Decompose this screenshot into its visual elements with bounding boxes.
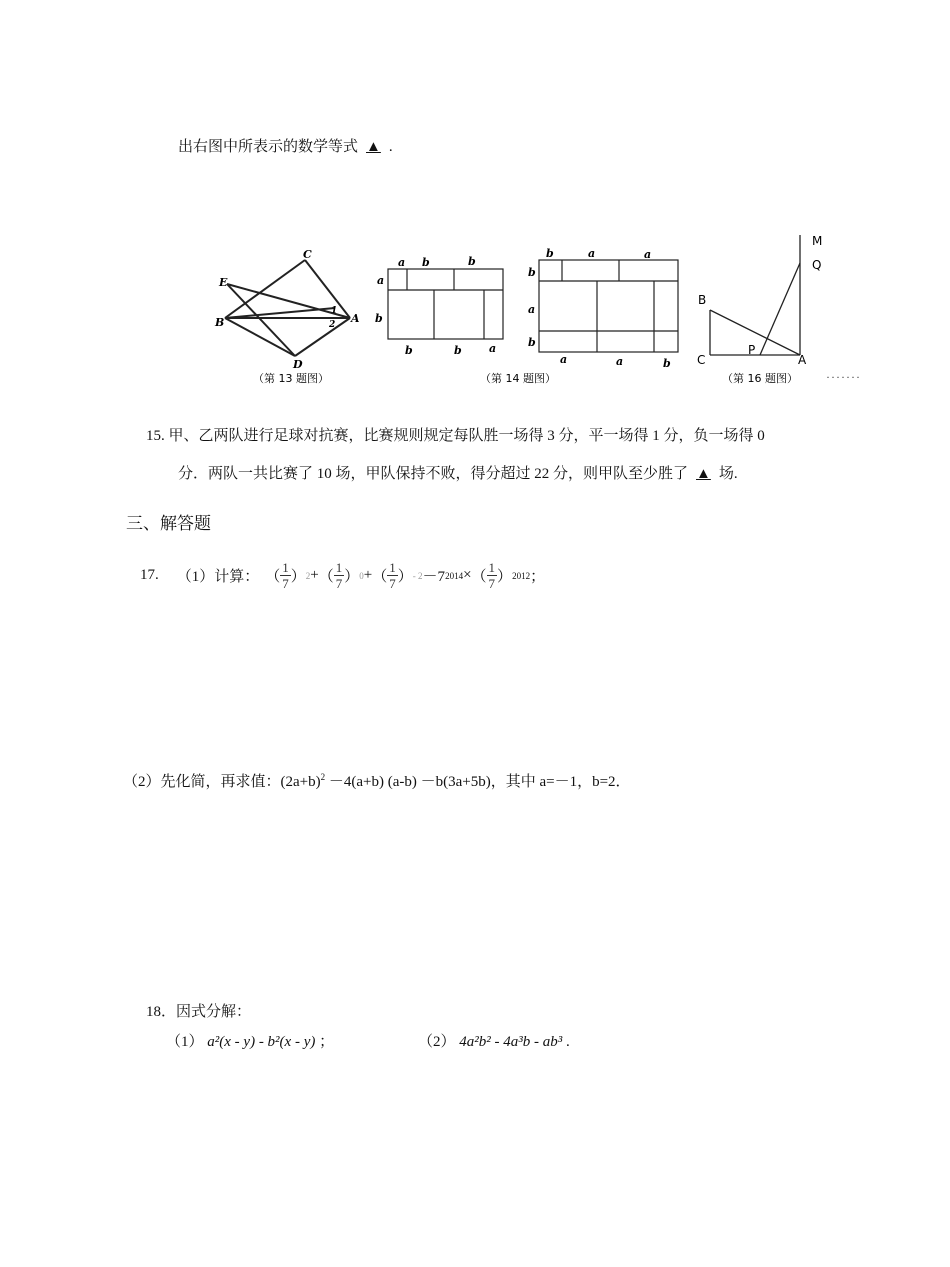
fig14b-bot-b: b bbox=[663, 357, 671, 370]
denominator: 7 bbox=[282, 576, 289, 591]
paren-open: （ bbox=[372, 569, 388, 585]
q18-p2-label: （2） bbox=[418, 1034, 456, 1050]
paren-close: ） bbox=[344, 569, 360, 585]
fig14-caption: （第 14 题图） bbox=[480, 372, 556, 385]
fig14a-top-b1: b bbox=[422, 256, 430, 269]
figure-14a bbox=[372, 252, 556, 387]
numerator: 1 bbox=[335, 560, 343, 575]
fig16-label-c: C bbox=[697, 353, 706, 367]
paren-open: （ bbox=[318, 569, 334, 585]
fig14b-left-b2: b bbox=[528, 336, 536, 349]
q18-p1-end: ； bbox=[319, 1034, 335, 1050]
q17-part2 bbox=[123, 770, 631, 791]
fig14a-bot-b2: b bbox=[454, 344, 462, 357]
exponent: 2 bbox=[320, 772, 326, 782]
plus-sign: + bbox=[310, 567, 319, 583]
q17-part2-rest: －4(a+b) (a-b) －b(3a+5b)，其中 a=－1，b=2． bbox=[325, 774, 631, 790]
fig16-label-q: Q bbox=[812, 258, 822, 272]
q18-title: 18．因式分解： bbox=[146, 1004, 252, 1020]
paren-close: ） bbox=[397, 569, 413, 585]
section-heading: 三、解答题 bbox=[126, 514, 211, 534]
figure-13 bbox=[205, 248, 365, 388]
paren-close: ） bbox=[497, 569, 513, 585]
intro-end: . bbox=[388, 139, 393, 155]
fig16-label-m: M bbox=[812, 234, 823, 248]
fig14a-bot-b1: b bbox=[405, 344, 413, 357]
fig13-label-2: 2 bbox=[329, 320, 336, 330]
answer-blank: ▲ bbox=[366, 139, 381, 155]
exponent: 0 bbox=[359, 570, 364, 581]
fraction bbox=[280, 560, 291, 591]
fig13-label-c: C bbox=[303, 248, 312, 261]
denominator: 7 bbox=[488, 576, 496, 591]
fig13-caption: （第 13 题图） bbox=[253, 372, 329, 385]
exponent: - 2 bbox=[412, 570, 423, 581]
exponent: 2014 bbox=[445, 570, 464, 581]
q17-part1 bbox=[140, 560, 545, 591]
fig13-label-b: B bbox=[215, 316, 225, 329]
q15-line1: 15. 甲、乙两队进行足球对抗赛，比赛规则规定每队胜一场得 3 分，平一场得 1 分，负一场得 0 bbox=[146, 428, 765, 444]
denominator: 7 bbox=[389, 576, 396, 591]
fraction bbox=[334, 560, 345, 591]
fraction bbox=[387, 560, 398, 591]
figure-16 bbox=[690, 230, 835, 388]
q15-answer-blank: ▲ bbox=[696, 466, 711, 482]
intro-line bbox=[178, 135, 393, 156]
fig16-label-b: B bbox=[698, 293, 707, 307]
figure-14b bbox=[522, 244, 687, 374]
semicolon: ； bbox=[530, 569, 546, 585]
fig14b-bot-a1: a bbox=[560, 353, 568, 366]
fig13-label-d: D bbox=[293, 358, 303, 371]
fig14b-top-a1: a bbox=[588, 247, 596, 260]
minus-seven: －7 bbox=[422, 569, 446, 585]
fig14b-top-b: b bbox=[546, 247, 554, 260]
q18-p1-label: （1） bbox=[166, 1034, 204, 1050]
fig16-label-p: P bbox=[748, 343, 756, 357]
exponent: 2012 bbox=[512, 570, 531, 581]
q15-end: 场. bbox=[718, 466, 738, 482]
fig14a-top-b2: b bbox=[468, 255, 476, 268]
figures-ellipsis: ······· bbox=[826, 370, 861, 384]
q17-part2-text: （2）先化简，再求值：(2a+b) bbox=[123, 774, 321, 790]
fig14a-bot-a: a bbox=[489, 342, 497, 355]
q18-part1 bbox=[166, 1030, 334, 1051]
q18-p1-expr: a²(x - y) - b²(x - y) bbox=[207, 1034, 316, 1050]
intro-text: 出右图中所表示的数学等式 bbox=[178, 139, 359, 155]
fig14a-left-a: a bbox=[377, 274, 385, 287]
fig14a-left-b: b bbox=[375, 312, 383, 325]
fig16-label-a: A bbox=[798, 353, 807, 367]
fig14b-left-a: a bbox=[528, 303, 536, 316]
paren-close: ） bbox=[290, 569, 306, 585]
plus-sign: + bbox=[363, 567, 373, 583]
fig14b-left-b1: b bbox=[528, 266, 536, 279]
fig13-label-1: 1 bbox=[331, 306, 338, 316]
q17-part1-label: （1）计算： bbox=[176, 569, 260, 585]
exponent: 2 bbox=[305, 570, 311, 581]
fig13-label-e: E bbox=[219, 276, 228, 289]
q18-p2-end: . bbox=[566, 1034, 570, 1050]
numerator: 1 bbox=[488, 560, 496, 575]
fig13-label-a: A bbox=[351, 312, 360, 325]
q17-number: 17. bbox=[140, 567, 159, 583]
fig14b-top-a2: a bbox=[644, 248, 652, 261]
q15-text: 分．两队一共比赛了 10 场，甲队保持不败，得分超过 22 分，则甲队至少胜了 bbox=[178, 466, 689, 482]
q15-line2 bbox=[178, 462, 738, 483]
paren-open: （ bbox=[265, 569, 281, 585]
fig14b-bot-a2: a bbox=[616, 355, 624, 368]
paren-open: （ bbox=[471, 569, 487, 585]
q18-p2-expr: 4a²b² - 4a³b - ab³ bbox=[459, 1034, 563, 1050]
q18-part2 bbox=[418, 1030, 570, 1051]
fraction bbox=[487, 560, 498, 591]
numerator: 1 bbox=[389, 560, 396, 575]
fig16-caption: （第 16 题图） bbox=[722, 372, 798, 385]
fig14a-top-a: a bbox=[398, 256, 406, 269]
numerator: 1 bbox=[282, 560, 289, 575]
times-sign: × bbox=[463, 567, 472, 583]
denominator: 7 bbox=[335, 576, 343, 591]
